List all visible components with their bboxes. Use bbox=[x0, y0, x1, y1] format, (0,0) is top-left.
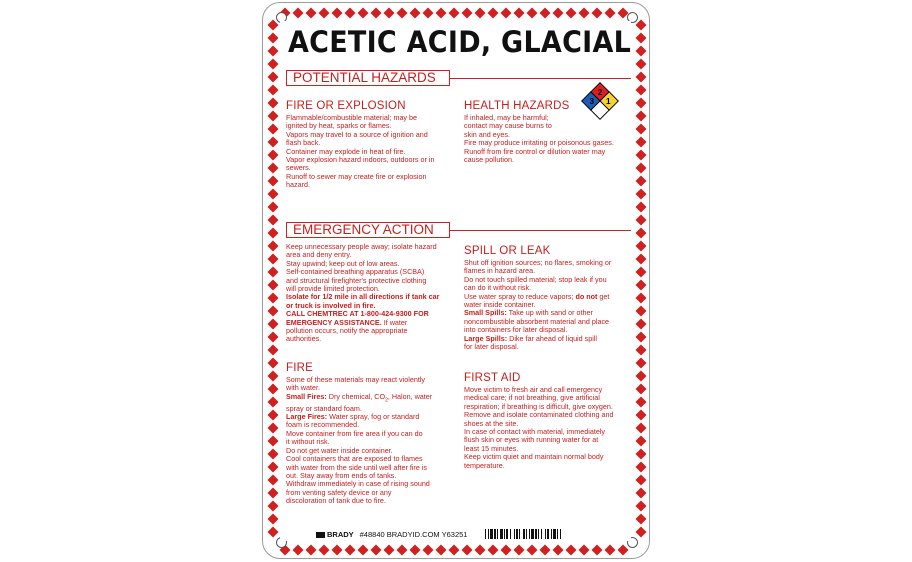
sign-title: ACETIC ACID, GLACIAL bbox=[288, 25, 632, 59]
section-title: POTENTIAL HAZARDS bbox=[293, 70, 436, 85]
nfpa-instability-value: 1 bbox=[605, 96, 611, 106]
health-hazards-heading: HEALTH HAZARDS bbox=[464, 100, 570, 112]
brand-label: BRADY #48840 BRADYID.COM Y63251 bbox=[316, 530, 467, 539]
health-hazards-text: If inhaled, may be harmful; contact may cause burns to skin and eyes. Fire may produce irritating or poisonous gases. Runoff from fire control or dilution water may cause pollution. bbox=[464, 113, 614, 165]
fire-or-explosion-text: Flammable/combustible material; may be ignited by heat, sparks or flames. Vapors may travel to a source of ignition and flash back. Container may explode in heat of fire. Vapor explosion hazard indoors, outdoors or in sewers. Runoff to sewer may create fire or explosion hazard. bbox=[286, 113, 435, 190]
nfpa-diamond-icon bbox=[580, 81, 620, 121]
sign-content bbox=[280, 21, 631, 541]
fire-heading: FIRE bbox=[286, 362, 313, 374]
section-emergency-action bbox=[286, 222, 631, 239]
spill-or-leak-heading: SPILL OR LEAK bbox=[464, 245, 551, 257]
sign-footer bbox=[280, 528, 631, 542]
nfpa-health-value: 3 bbox=[589, 96, 595, 106]
nfpa-flammability-value: 2 bbox=[597, 88, 603, 98]
spill-or-leak-text: Shut off ignition sources; no flares, smoking or flames in hazard area. Do not touch spilled material; stop leak if you can do it without risk. Use water spray to reduce vapors; do not get water inside container. Small Spills: Take up with sand or other noncombustible absorbent material and place into containers for later disposal. Large Spills: Dike far ahead of liquid spill for later disposal. bbox=[464, 258, 612, 352]
first-aid-heading: FIRST AID bbox=[464, 372, 521, 384]
emergency-action-text: Keep unnecessary people away; isolate hazard area and deny entry. Stay upwind; keep out of low areas. Self-contained breathing apparatus (SCBA) and structural firefighter's protective clothing will provide limited protection. Isolate for 1/2 mile in all directions if tank car or truck is involved in fire. CALL CHEMTREC AT 1-800-424-9300 FOR EMERGENCY ASSISTANCE. If water pollution occurs, notify the appropriate authorities. bbox=[286, 242, 440, 344]
brady-logo-icon bbox=[316, 532, 325, 538]
barcode-icon bbox=[485, 529, 609, 539]
safety-sign bbox=[262, 2, 650, 559]
section-title: EMERGENCY ACTION bbox=[293, 222, 434, 237]
first-aid-text: Move victim to fresh air and call emergency medical care; if not breathing, give artificial respiration; if breathing is difficult, give oxygen. Remove and isolate contaminated clothing and shoes at the site. In case of contact with material, immediately flush skin or eyes with running water for at least 15 minutes. Keep victim quiet and maintain normal body temperature. bbox=[464, 385, 614, 470]
fire-text: Some of these materials may react violently with water. Small Fires: Dry chemical, $CO_2$, Halon, water spray or standard foam. Large Fires: Water spray, fog or standard foam is recommended. Move container from fire area if you can do it without risk. Do not get water inside container. Cool containers that are exposed to flames with water from the side until well after fire is out. Stay away from ends of tanks. Withdraw immediately in case of rising sound from venting safety device or any discoloration of tank due to fire. bbox=[286, 375, 433, 506]
fire-or-explosion-heading: FIRE OR EXPLOSION bbox=[286, 100, 406, 112]
